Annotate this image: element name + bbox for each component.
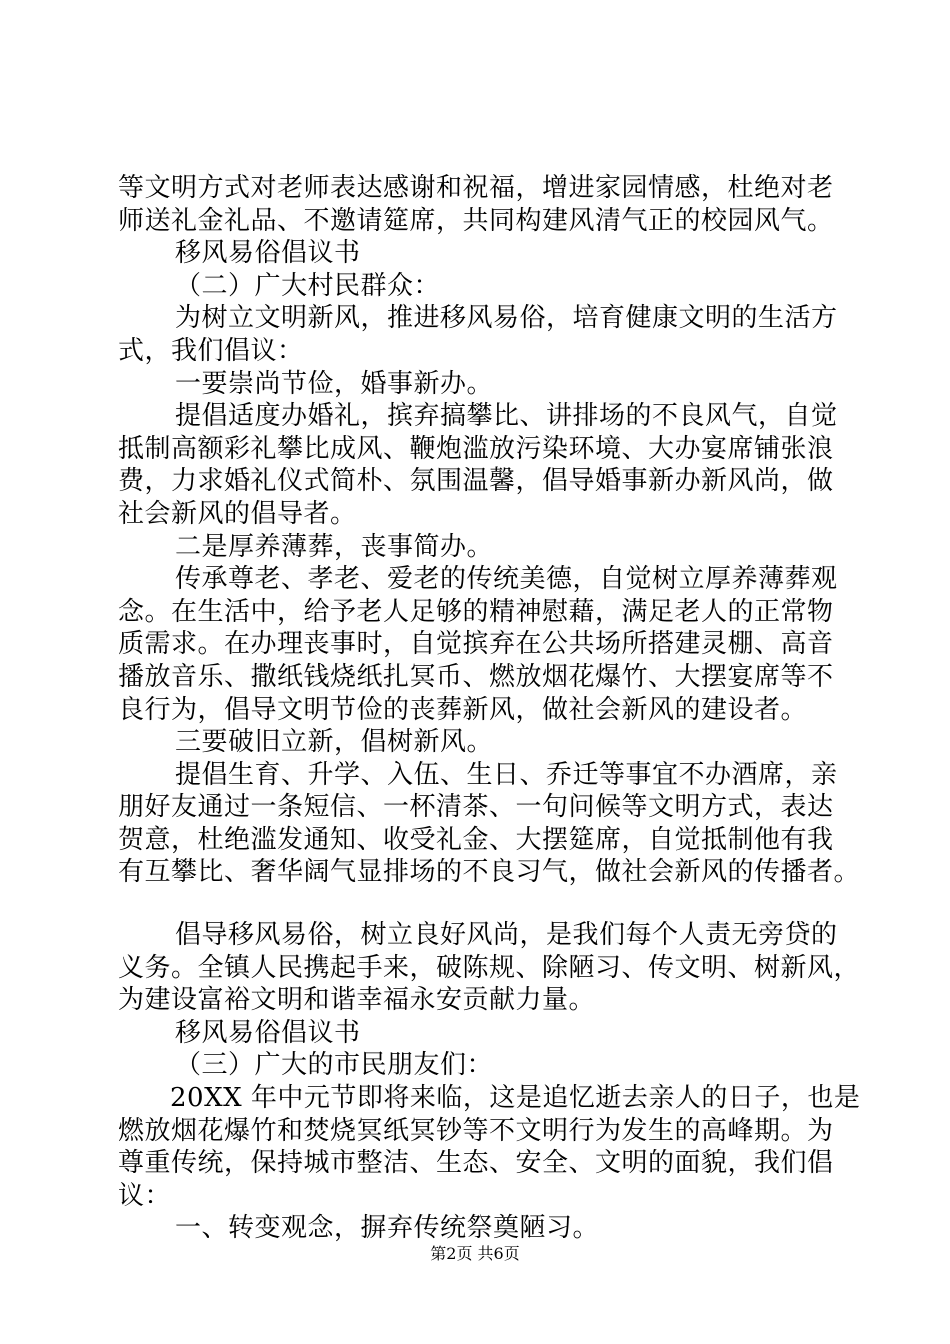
text-line: 良行为，倡导文明节俭的丧葬新风，做社会新风的建设者。 [118,694,808,725]
text-section-1 [118,172,861,889]
text-line: 为建设富裕文明和谐幸福永安贡献力量。 [118,985,596,1016]
text-line: 议： [118,1180,172,1211]
text-line: 为树立文明新风，推进移风易俗，培育健康文明的生活方 [175,303,838,334]
text-line: 播放音乐、撒纸钱烧纸扎冥币、燃放烟花爆竹、大摆宴席等不 [118,661,834,692]
text-line: 尊重传统，保持城市整洁、生态、安全、文明的面貌，我们倡 [118,1148,834,1179]
text-line: 移风易俗倡议书 [175,1017,361,1048]
text-line: 等文明方式对老师表达感谢和祝福，增进家园情感，杜绝对老 [118,173,834,203]
text-line: 质需求。在办理丧事时，自觉摈弃在公共场所搭建灵棚、高音 [118,629,834,660]
text-line: 师送礼金礼品、不邀请筵席，共同构建风清气正的校园风气。 [118,205,834,236]
text-line: 移风易俗倡议书 [175,238,361,269]
text-line: 式，我们倡议： [118,335,304,366]
text-line: 贺意，杜绝滥发通知、收受礼金、大摆筵席，自觉抵制他有我 [118,824,834,855]
text-line: 义务。全镇人民携起手来，破陈规、除陋习、传文明、树新风， [118,952,861,983]
text-line: 社会新风的倡导者。 [118,498,357,529]
text-line: 燃放烟花爆竹和焚烧冥纸冥钞等不文明行为发生的高峰期。为 [118,1115,834,1146]
text-line: （二）广大村民群众： [175,270,441,301]
text-line: （三）广大的市民朋友们： [175,1050,494,1081]
text-line: 传承尊老、孝老、爱老的传统美德，自觉树立厚养薄葬观 [175,564,838,595]
text-line: 朋好友通过一条短信、一杯清茶、一句问候等文明方式，表达 [118,792,834,823]
text-line: 提倡适度办婚礼，摈弃搞攀比、讲排场的不良风气，自觉 [175,401,838,432]
text-line: 费，力求婚礼仪式简朴、氛围温馨，倡导婚事新办新风尚，做 [118,466,834,497]
text-line: 一要崇尚节俭，婚事新办。 [175,368,494,399]
text-line: 三要破旧立新，倡树新风。 [175,727,494,758]
text-line: 念。在生活中，给予老人足够的精神慰藉，满足老人的正常物 [118,596,834,627]
document-body [118,172,861,1245]
text-line: 二是厚养薄葬，丧事简办。 [175,531,494,562]
text-line: 抵制高额彩礼攀比成风、鞭炮滥放污染环境、大办宴席铺张浪 [118,433,834,464]
text-line: 提倡生育、升学、入伍、生日、乔迁等事宜不办酒席，亲 [175,759,838,790]
text-line: 倡导移风易俗，树立良好风尚，是我们每个人责无旁贷的 [175,920,838,951]
text-line: 一、转变观念，摒弃传统祭奠陋习。 [175,1213,600,1244]
text-line: 20XX 年中元节即将来临，这是追忆逝去亲人的日子，也是 [170,1083,861,1114]
text-section-2 [118,919,861,1245]
paragraph-gap [118,889,838,919]
text-line: 有互攀比、奢华阔气显排场的不良习气，做社会新风的传播者。 [118,857,861,888]
page-footer: 第2页 共6页 [430,1244,520,1263]
